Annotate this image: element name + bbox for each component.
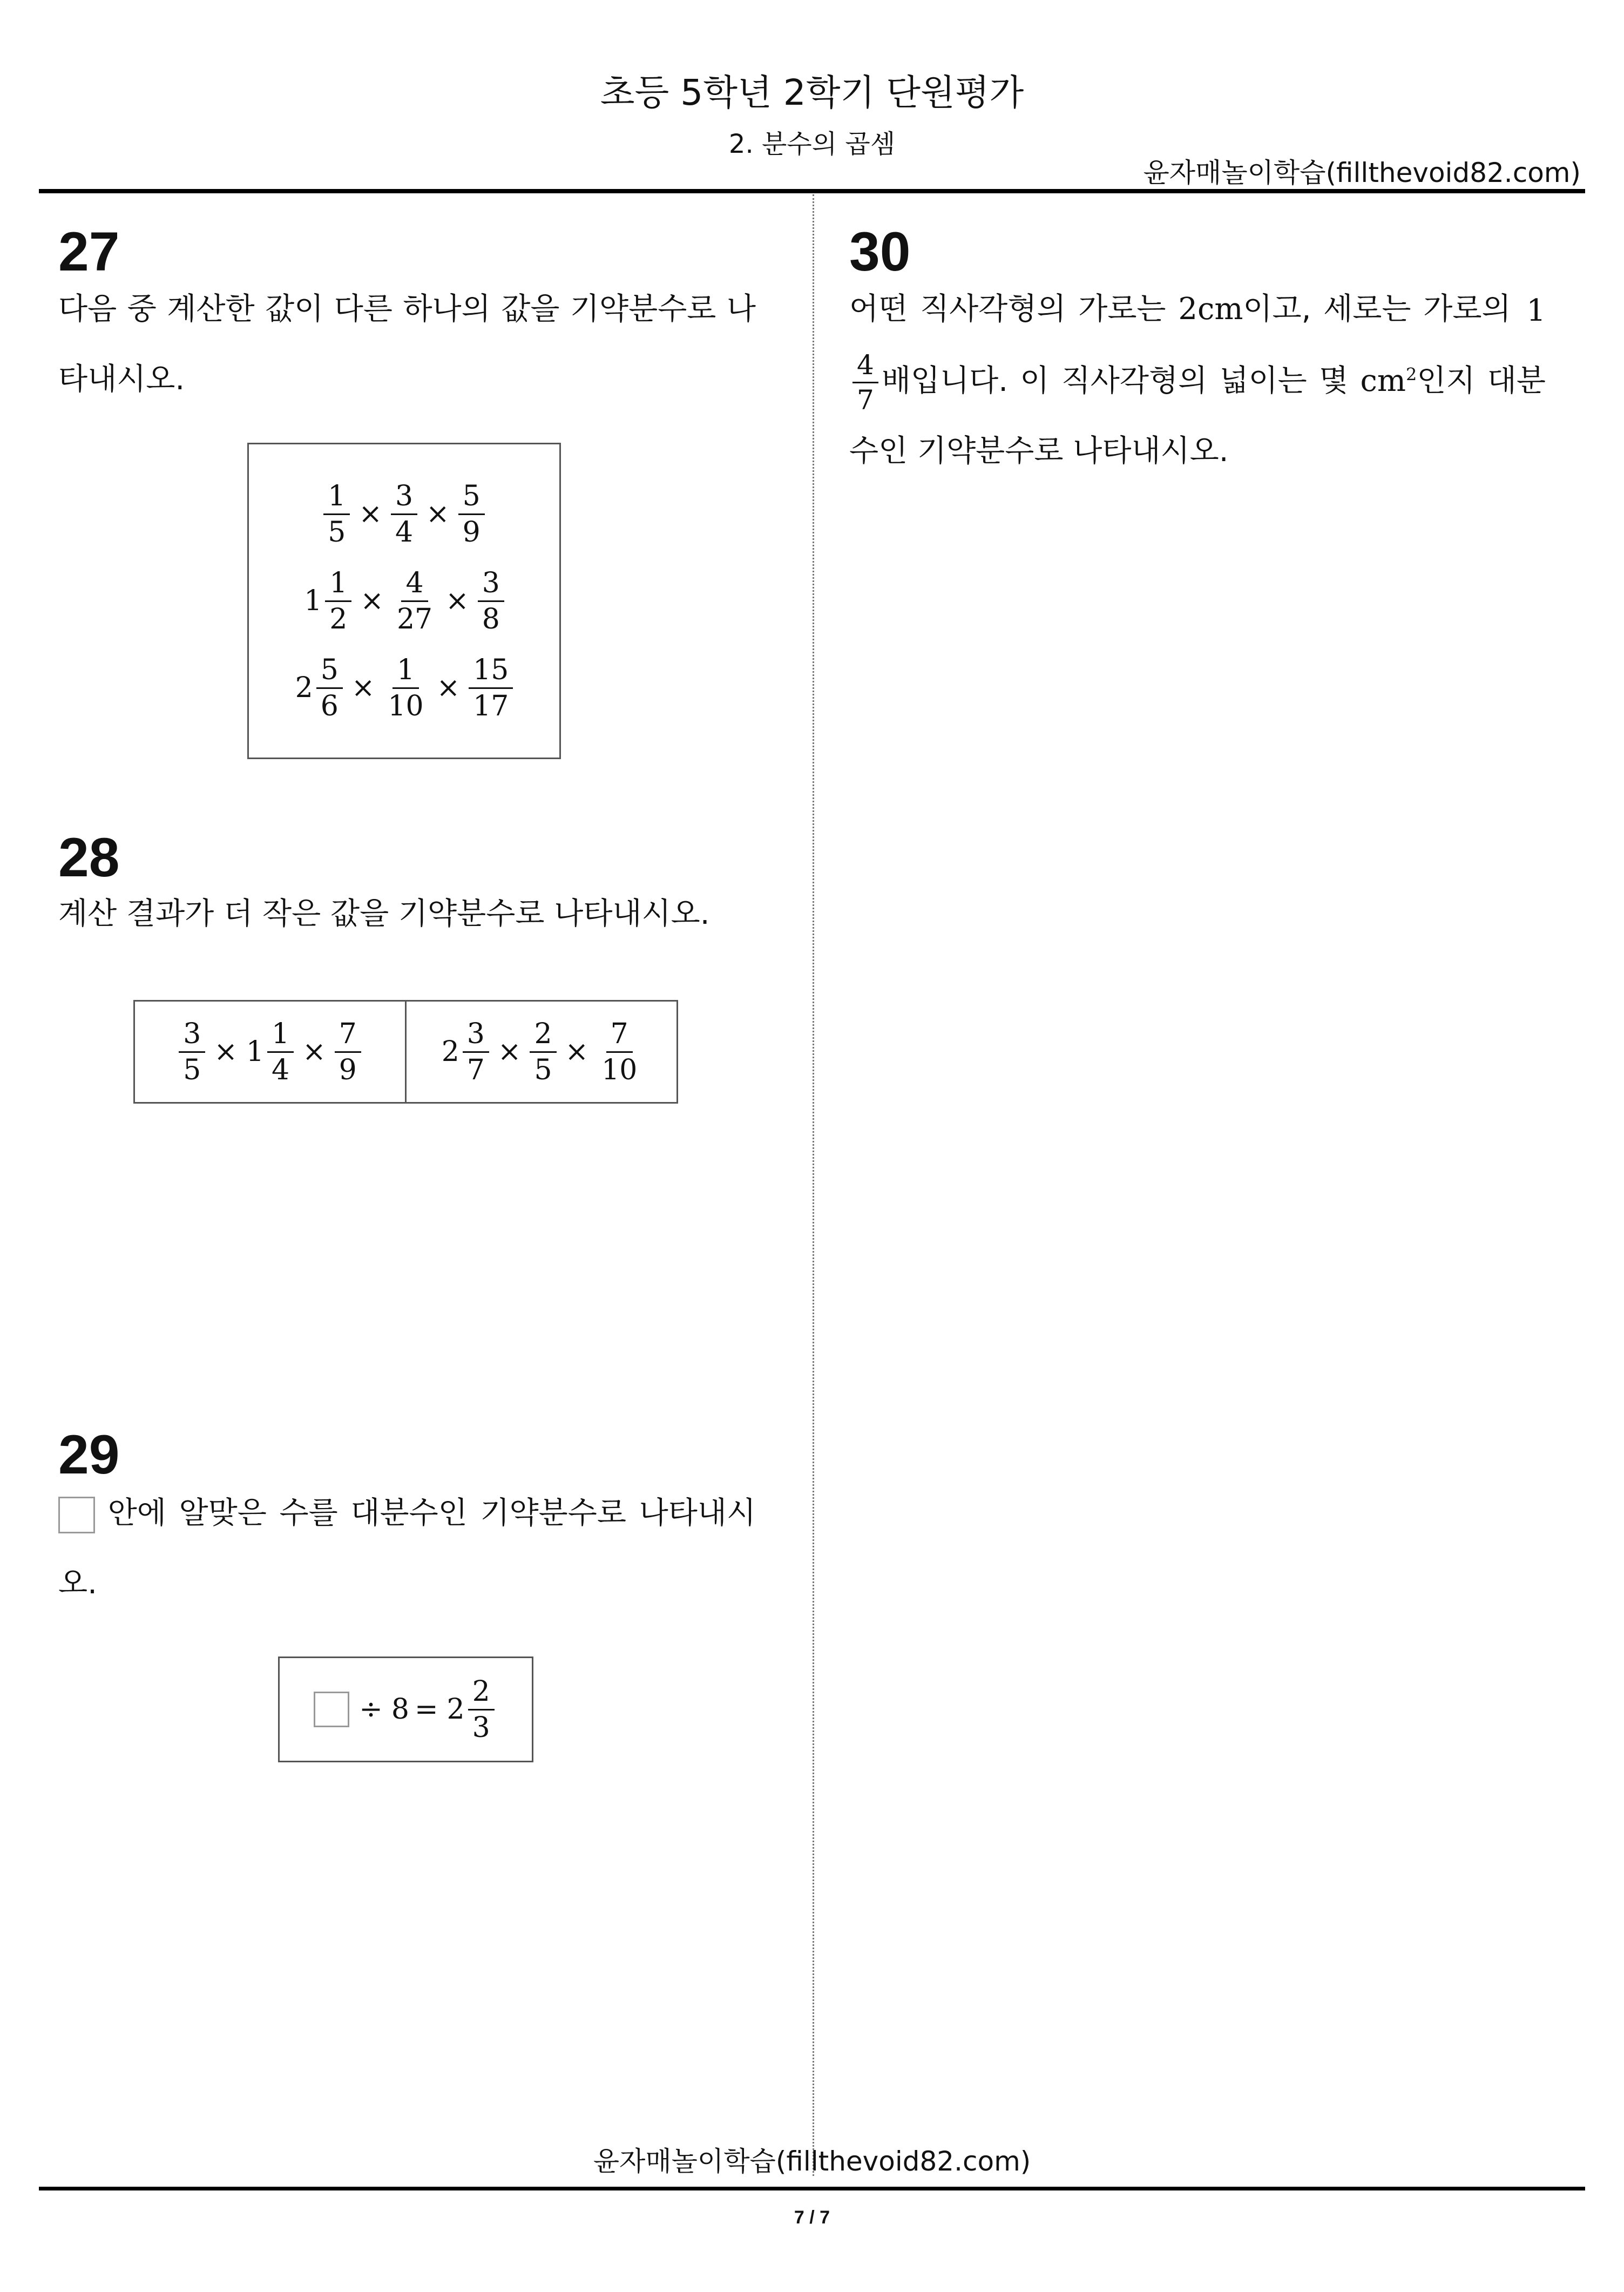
question-28-text: 계산 결과가 더 작은 값을 기약분수로 나타내시오.	[58, 896, 710, 931]
denominator: 4	[272, 1053, 290, 1086]
times-sign: ×	[351, 672, 375, 704]
question-28-comparison-table	[133, 1000, 678, 1104]
numerator: 1	[323, 482, 350, 515]
denominator: 10	[601, 1053, 638, 1086]
denominator: 7	[466, 1053, 485, 1086]
fraction	[468, 1675, 495, 1744]
expression-3	[292, 653, 517, 722]
equals-sign: =	[414, 1693, 438, 1726]
whole-number: 1	[304, 585, 322, 617]
fraction	[478, 566, 504, 635]
times-sign: ×	[302, 1036, 326, 1068]
times-sign: ×	[436, 672, 461, 704]
denominator: 2	[329, 603, 348, 635]
numerator: 4	[852, 351, 878, 383]
fraction	[179, 1017, 205, 1086]
numerator: 3	[179, 1020, 205, 1053]
denominator: 8	[482, 603, 500, 635]
question-30-text	[849, 274, 1546, 486]
numerator: 3	[478, 569, 504, 602]
denominator: 4	[395, 516, 414, 549]
expression-2	[301, 566, 508, 635]
comparison-cell-left	[135, 1002, 405, 1102]
denominator: 7	[857, 384, 874, 416]
numerator: 5	[316, 656, 343, 689]
comparison-cell-right	[405, 1002, 676, 1102]
fraction	[323, 479, 350, 549]
header-rule	[39, 189, 1585, 193]
denominator: 3	[472, 1711, 490, 1744]
numerator: 1	[393, 656, 419, 689]
page-title: 초등 5학년 2학기 단원평가	[600, 72, 1024, 113]
question-30-number: 30	[849, 221, 911, 282]
q30-text-part-4: 인지 대분수인 기약분수로 나타내시오.	[849, 363, 1546, 469]
numerator: 1	[325, 569, 351, 602]
question-27-number: 27	[58, 221, 120, 282]
page-number: 7 / 7	[794, 2207, 830, 2228]
numerator: 4	[401, 569, 428, 602]
denominator: 27	[396, 603, 433, 635]
q30-unit-exponent: 2	[1405, 364, 1417, 385]
denominator: 6	[320, 689, 339, 722]
fraction	[267, 1017, 294, 1086]
q30-text-part-3: 배입니다. 이 직사각형의 넓이는 몇	[881, 363, 1349, 398]
times-sign: ×	[445, 585, 469, 617]
question-27-expression-box	[247, 443, 561, 759]
divisor: 8	[391, 1693, 409, 1726]
numerator: 5	[458, 482, 485, 515]
fraction	[335, 1017, 361, 1086]
numerator: 7	[335, 1020, 361, 1053]
times-sign: ×	[497, 1036, 522, 1068]
whole-number: 2	[446, 1693, 465, 1726]
fraction	[316, 653, 343, 722]
header-brand: 윤자매놀이학습(fillthevoid82.com)	[1143, 157, 1581, 188]
question-29-equation-box	[278, 1657, 533, 1762]
whole-number: 2	[295, 672, 313, 704]
footer-brand: 윤자매놀이학습(fillthevoid82.com)	[593, 2146, 1031, 2177]
denominator: 9	[339, 1053, 357, 1086]
times-sign: ×	[214, 1036, 238, 1068]
fraction	[391, 479, 417, 549]
q30-text-part-1: 어떤 직사각형의 가로는	[849, 292, 1166, 327]
numerator: 3	[391, 482, 417, 515]
column-divider	[813, 194, 814, 2176]
fraction	[325, 566, 351, 635]
q30-multiplier-fraction	[852, 351, 878, 414]
numerator: 2	[468, 1678, 495, 1710]
fraction	[458, 479, 485, 549]
division-sign: ÷	[359, 1693, 383, 1726]
fraction	[463, 1017, 489, 1086]
fraction	[469, 653, 513, 722]
question-29-text-body: 안에 알맞은 수를 대분수인 기약분수로 나타내시오.	[58, 1496, 756, 1601]
numerator: 7	[606, 1020, 633, 1053]
numerator: 2	[530, 1020, 556, 1053]
q30-unit: cm	[1360, 363, 1406, 398]
question-29-number: 29	[58, 1424, 120, 1485]
denominator: 5	[183, 1053, 201, 1086]
numerator: 1	[267, 1020, 294, 1053]
fraction	[597, 1017, 641, 1086]
numerator: 3	[463, 1020, 489, 1053]
numerator: 15	[469, 656, 513, 689]
question-29-text	[58, 1478, 756, 1619]
q30-text-part-2: 이고, 세로는 가로의	[1243, 292, 1511, 327]
fraction	[393, 566, 437, 635]
question-28-number: 28	[58, 827, 120, 888]
denominator: 17	[473, 689, 509, 722]
q30-multiplier-whole: 1	[1526, 293, 1546, 328]
fraction	[530, 1017, 556, 1086]
whole-number: 2	[441, 1036, 459, 1068]
times-sign: ×	[360, 585, 384, 617]
denominator: 9	[462, 516, 481, 549]
unit-subtitle: 2. 분수의 곱셈	[728, 129, 896, 159]
times-sign: ×	[565, 1036, 589, 1068]
expression-1	[320, 479, 488, 549]
whole-number: 1	[246, 1036, 264, 1068]
q30-length: 2cm	[1178, 292, 1243, 327]
blank-box-icon	[58, 1497, 95, 1533]
answer-blank-box[interactable]	[314, 1692, 349, 1727]
denominator: 5	[534, 1053, 552, 1086]
question-27-text: 다음 중 계산한 값이 다른 하나의 값을 기약분수로 나타내시오.	[58, 292, 756, 397]
footer-rule	[39, 2187, 1585, 2190]
denominator: 10	[388, 689, 424, 722]
fraction	[383, 653, 428, 722]
denominator: 5	[328, 516, 346, 549]
times-sign: ×	[426, 498, 450, 530]
times-sign: ×	[358, 498, 382, 530]
